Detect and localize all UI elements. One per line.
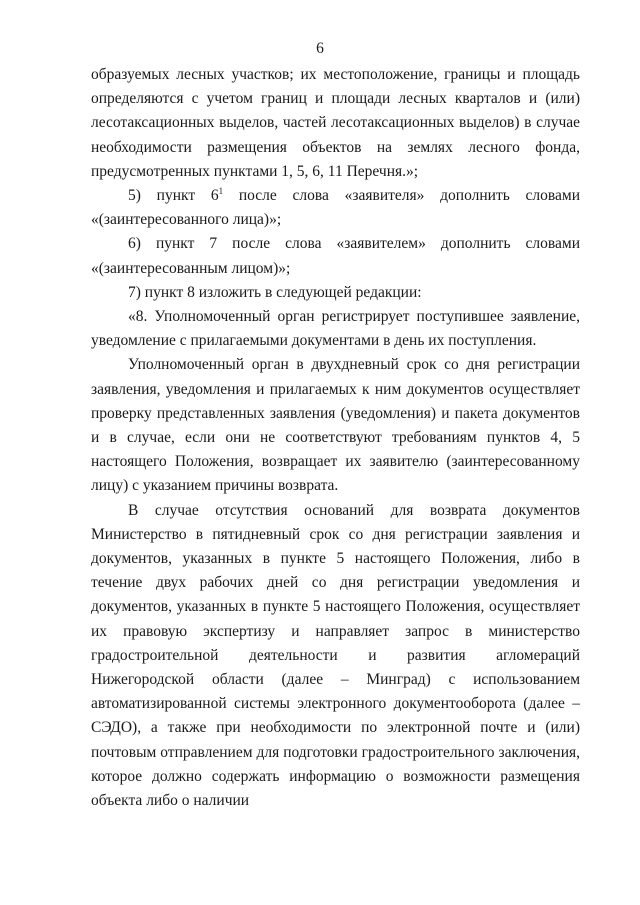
paragraph-item-5-text-after: после слова «заявителя» дополнить словами «(заинтересованного лица)»; bbox=[91, 187, 581, 229]
paragraph-expertise: В случае отсутствия оснований для возврата документов Министерство в пятидневный срок со дня регистрации заявления и документов, указанных в пункте 5 настоящего Положения, либо в течение двух рабочих дней со дня регистрации уведомления и документов, указанных в пункте 5 настоящего Положения, осуществляет их правовую экспертизу и направляет запрос в министерство градостроительной деятельности и развития агломераций Нижегородской области (далее – Минград) с использованием автоматизированной системы электронного документооборота (далее – СЭДО), а также при необходимости по электронной почте и (или) почтовым отправлением для подготовки градостроительного заключения, которое должно содержать информацию о возможности размещения объекта либо о наличии bbox=[91, 501, 580, 810]
paragraph-item-7: 7) пункт 8 изложить в следующей редакции: bbox=[128, 283, 422, 301]
document-body bbox=[91, 63, 580, 813]
paragraph-item-5-text-before: 5) пункт 6 bbox=[128, 187, 219, 205]
paragraph-item-6: 6) пункт 7 после слова «заявителем» дополнить словами «(заинтересованным лицом)»; bbox=[91, 235, 580, 277]
superscript-marker: 1 bbox=[218, 185, 224, 196]
paragraph-item-5 bbox=[91, 184, 580, 232]
paragraph-continuation: образуемых лесных участков; их местоположение, границы и площадь определяются с учетом границ и площади лесных кварталов и (или) лесотаксационных выделов, частей лесотаксационных выделов) в случае необходимости размещения объектов на землях лесного фонда, предусмотренных пунктами 1, 5, 6, 11 Перечня.»; bbox=[91, 66, 580, 180]
page-number: 6 bbox=[316, 40, 324, 57]
paragraph-clause-8: «8. Уполномоченный орган регистрирует поступившее заявление, уведомление с прилагаемыми документами в день их поступления. bbox=[91, 308, 580, 350]
paragraph-verification: Уполномоченный орган в двухдневный срок со дня регистрации заявления, уведомления и прилагаемых к ним документов осуществляет проверку представленных заявления (уведомления) и пакета документов и в случае, если они не соответствуют требованиям пунктов 4, 5 настоящего Положения, возвращает их заявителю (заинтересованному лицу) с указанием причины возврата. bbox=[91, 356, 580, 495]
